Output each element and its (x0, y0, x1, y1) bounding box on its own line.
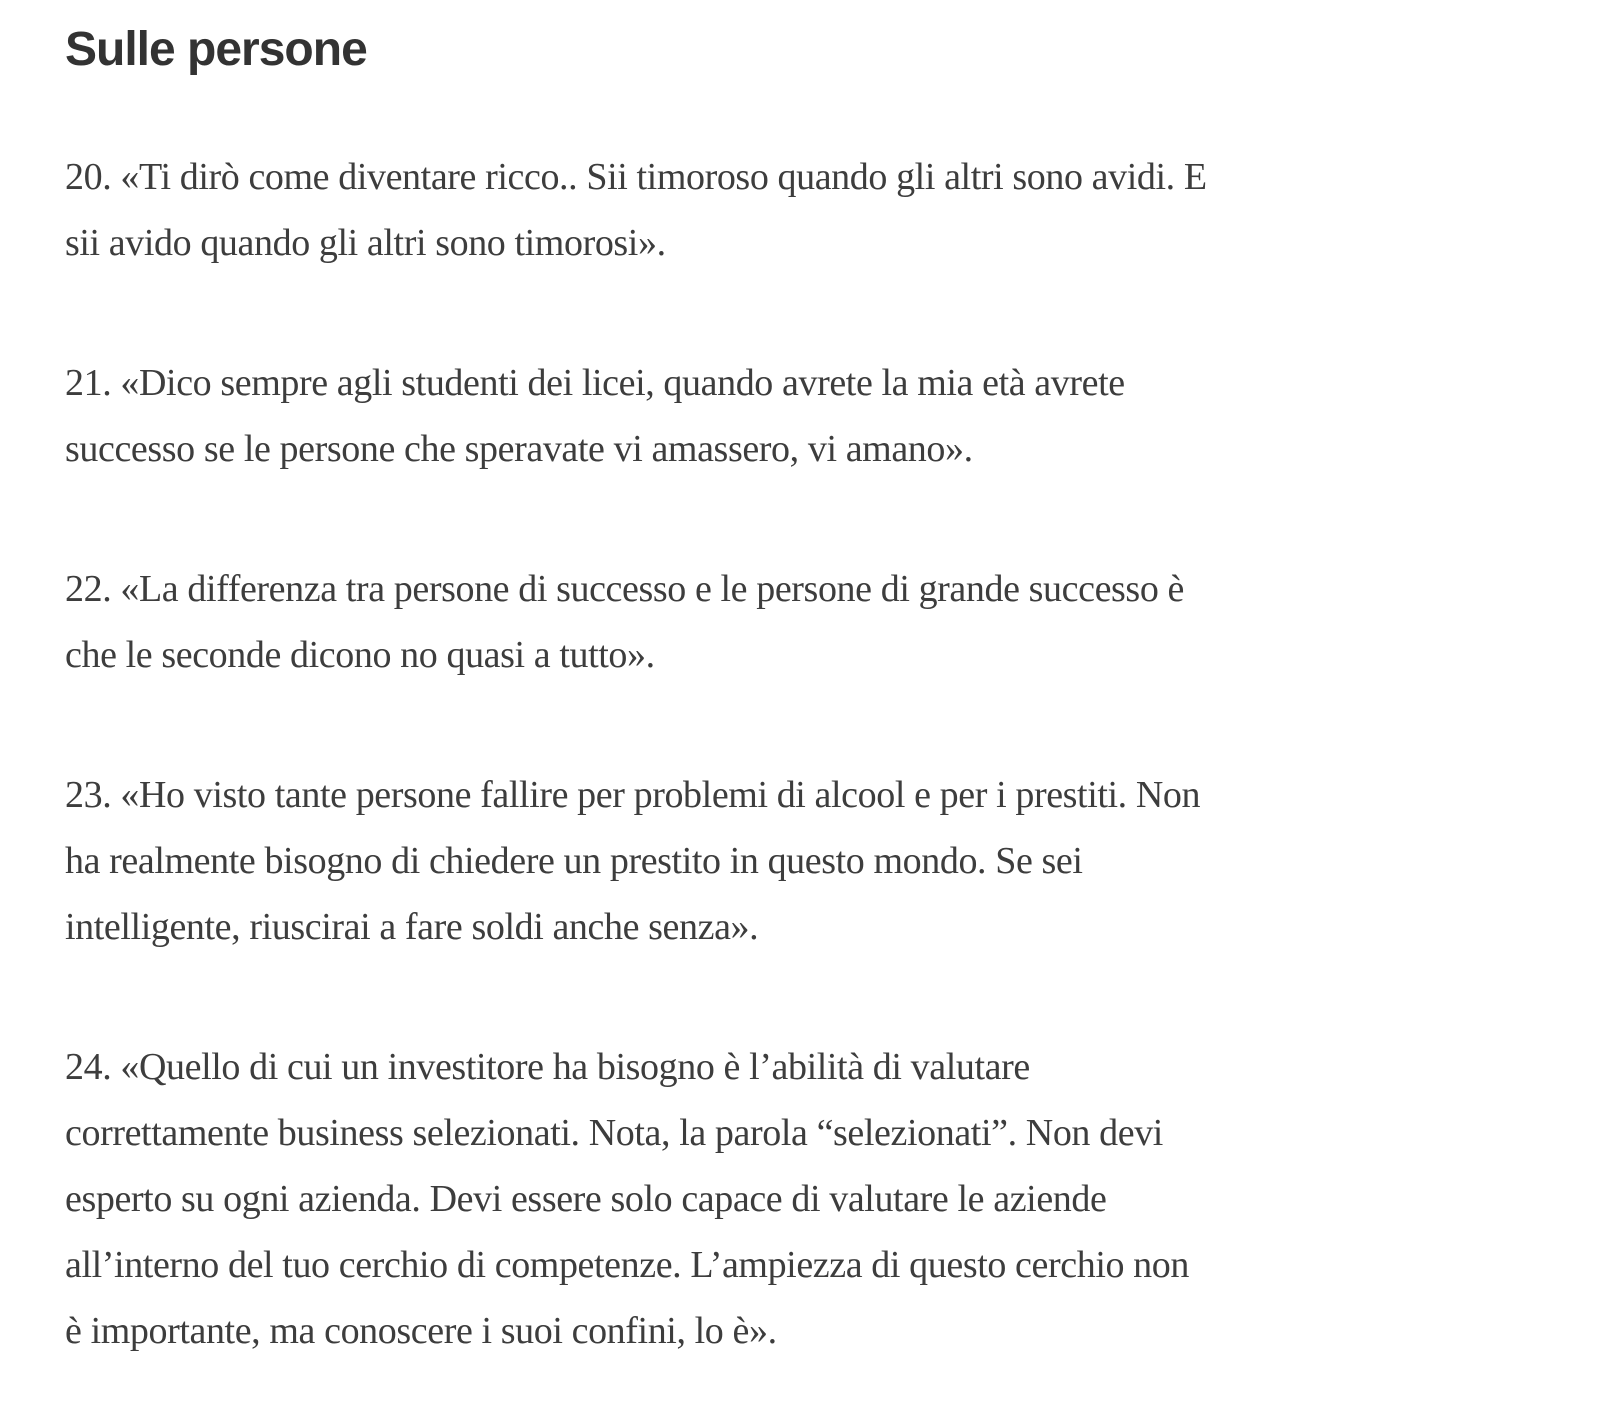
quote-line: ha realmente bisogno di chiedere un prestito in questo mondo. Se sei (65, 840, 1083, 882)
quote-line: sii avido quando gli altri sono timorosi». (65, 222, 666, 264)
quote-line: all’interno del tuo cerchio di competenze. L’ampiezza di questo cerchio non (65, 1244, 1189, 1286)
quote-line: che le seconde dicono no quasi a tutto». (65, 634, 655, 676)
quote-line: 24. «Quello di cui un investitore ha bisogno è l’abilità di valutare (65, 1046, 1030, 1088)
quote-line: esperto su ogni azienda. Devi essere solo capace di valutare le aziende (65, 1178, 1107, 1220)
quote-paragraph-24 (65, 1034, 1536, 1364)
quote-paragraph-23 (65, 762, 1536, 960)
quote-paragraph-22 (65, 556, 1536, 688)
quote-line: 23. «Ho visto tante persone fallire per problemi di alcool e per i prestiti. Non (65, 774, 1201, 816)
quote-paragraph-21 (65, 350, 1536, 482)
page-title: Sulle persone (65, 23, 367, 76)
quote-paragraph-20 (65, 144, 1536, 276)
quote-line: 21. «Dico sempre agli studenti dei licei, quando avrete la mia età avrete (65, 362, 1125, 404)
quote-line: 20. «Ti dirò come diventare ricco.. Sii timoroso quando gli altri sono avidi. E (65, 156, 1207, 198)
quote-line: è importante, ma conoscere i suoi confini, lo è». (65, 1310, 777, 1352)
quote-line: 22. «La differenza tra persone di successo e le persone di grande successo è (65, 568, 1184, 610)
quote-line: successo se le persone che speravate vi amassero, vi amano». (65, 428, 973, 470)
quote-line: intelligente, riuscirai a fare soldi anche senza». (65, 906, 759, 948)
quote-line: correttamente business selezionati. Nota, la parola “selezionati”. Non devi (65, 1112, 1163, 1154)
